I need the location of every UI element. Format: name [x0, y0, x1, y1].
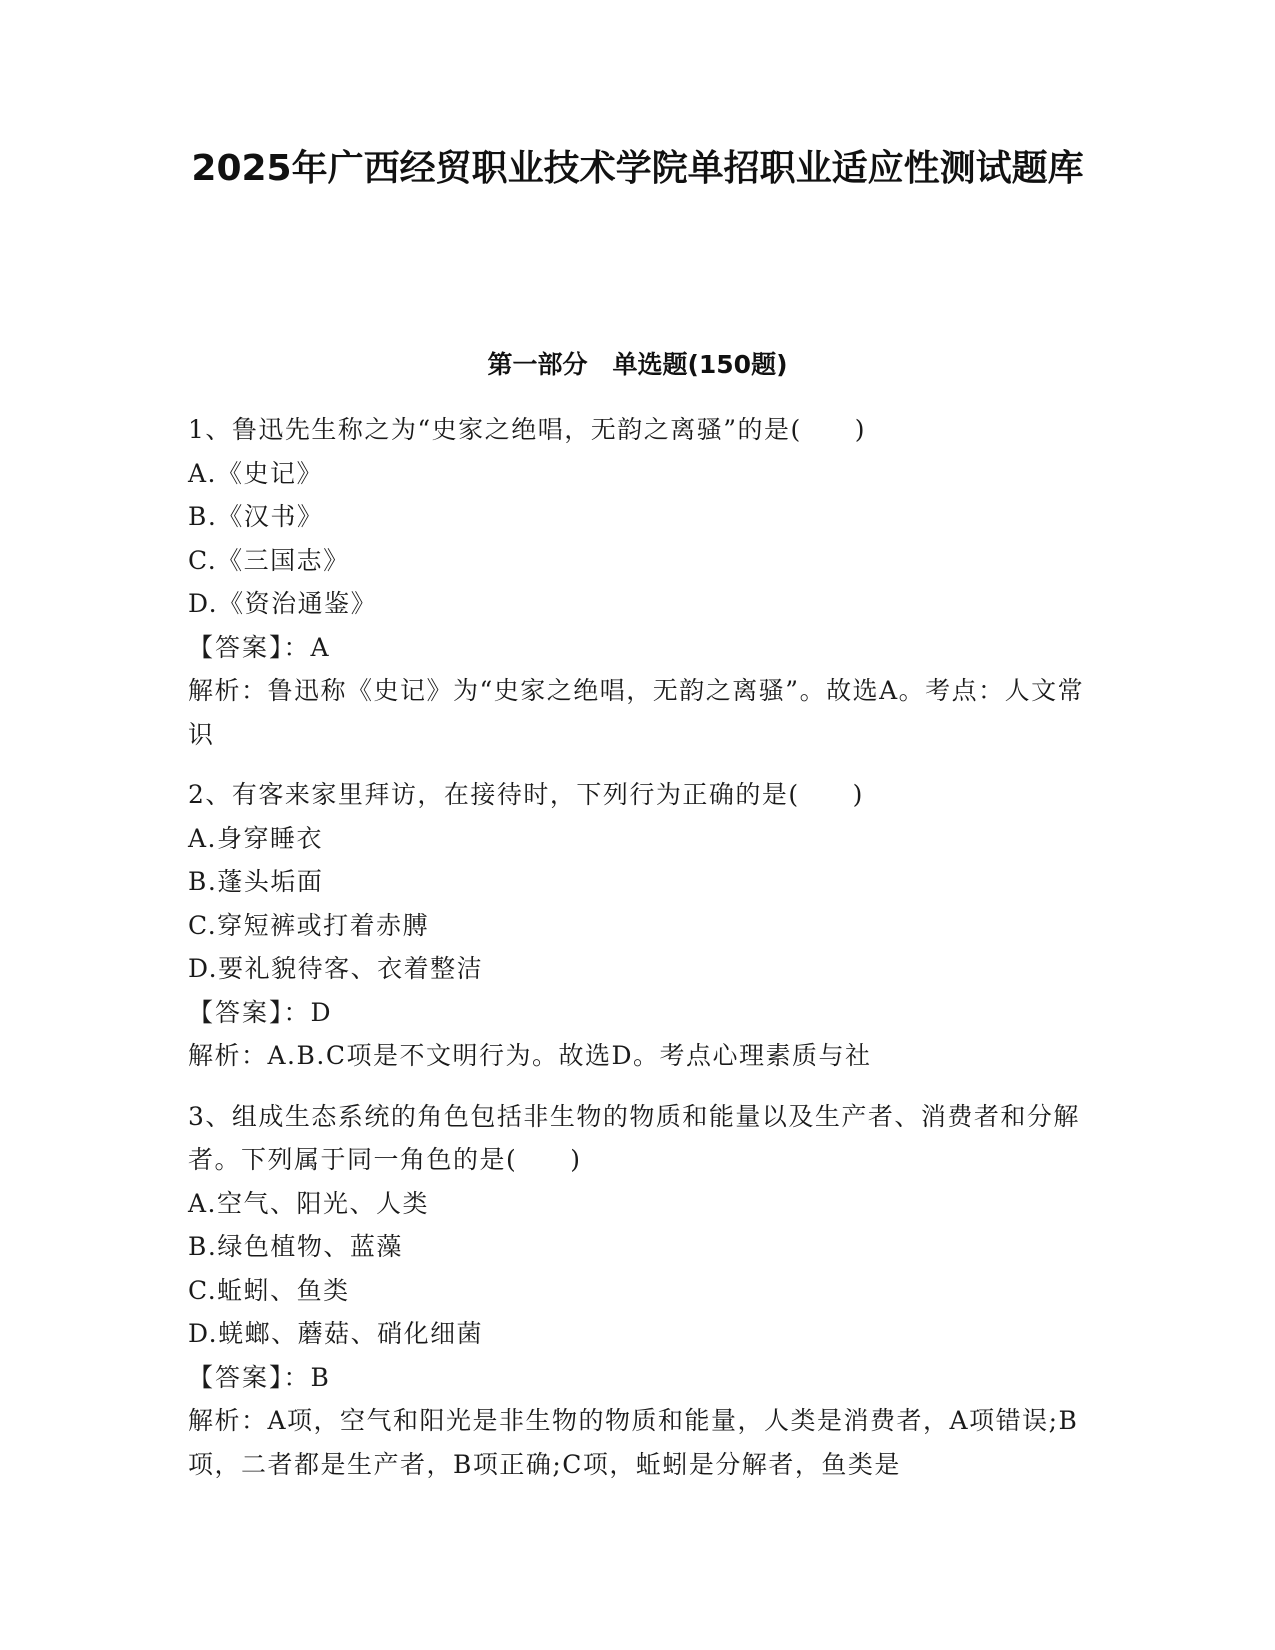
- option-a: A.空气、阳光、人类: [188, 1188, 430, 1218]
- option-d: D.《资治通鉴》: [188, 589, 378, 618]
- option-d: D.蜣螂、蘑菇、硝化细菌: [188, 1319, 484, 1348]
- section-title: 第一部分 单选题(150题): [487, 350, 788, 379]
- answer-label: 【答案】：: [188, 1362, 311, 1392]
- option-a: A.身穿睡衣: [188, 823, 324, 853]
- question-list: [188, 408, 1088, 1503]
- option-c: C.蚯蚓、鱼类: [188, 1275, 350, 1305]
- option-d: D.要礼貌待客、衣着整洁: [188, 954, 484, 983]
- analysis-text: 解析：A.B.C项是不文明行为。故选D。考点心理素质与社: [188, 1041, 872, 1070]
- answer-line: [188, 1356, 1088, 1400]
- answer-line: [188, 626, 1088, 670]
- analysis-text: 解析：鲁迅称《史记》为“史家之绝唱，无韵之离骚”。故选A。考点：人文常识: [188, 676, 1085, 749]
- analysis-text: 解析：A项，空气和阳光是非生物的物质和能量，人类是消费者，A项错误;B项，二者都是生产者，B项正确;C项，蚯蚓是分解者，鱼类是: [188, 1406, 1079, 1479]
- option-b: B.《汉书》: [188, 502, 324, 531]
- answer-line: [188, 991, 1088, 1035]
- question-stem: 3、组成生态系统的角色包括非生物的物质和能量以及生产者、消费者和分解者。下列属于同一角色的是( ): [188, 1101, 1080, 1174]
- question-stem: 2、有客来家里拜访，在接待时，下列行为正确的是( ): [188, 780, 864, 809]
- answer-value: B: [310, 1362, 331, 1392]
- option-a: A.《史记》: [188, 458, 324, 488]
- question-3: [188, 1095, 1088, 1487]
- question-stem: 1、鲁迅先生称之为“史家之绝唱，无韵之离骚”的是( ): [188, 415, 866, 444]
- answer-label: 【答案】：: [188, 632, 311, 662]
- option-b: B.绿色植物、蓝藻: [188, 1232, 403, 1261]
- answer-label: 【答案】：: [188, 997, 311, 1027]
- option-b: B.蓬头垢面: [188, 867, 324, 896]
- question-2: [188, 773, 1088, 1078]
- document-title: 2025年广西经贸职业技术学院单招职业适应性测试题库: [191, 148, 1084, 189]
- option-c: C.穿短裤或打着赤膊: [188, 910, 430, 940]
- question-1: [188, 408, 1088, 756]
- answer-value: A: [310, 632, 331, 662]
- answer-value: D: [310, 997, 333, 1027]
- option-c: C.《三国志》: [188, 545, 350, 575]
